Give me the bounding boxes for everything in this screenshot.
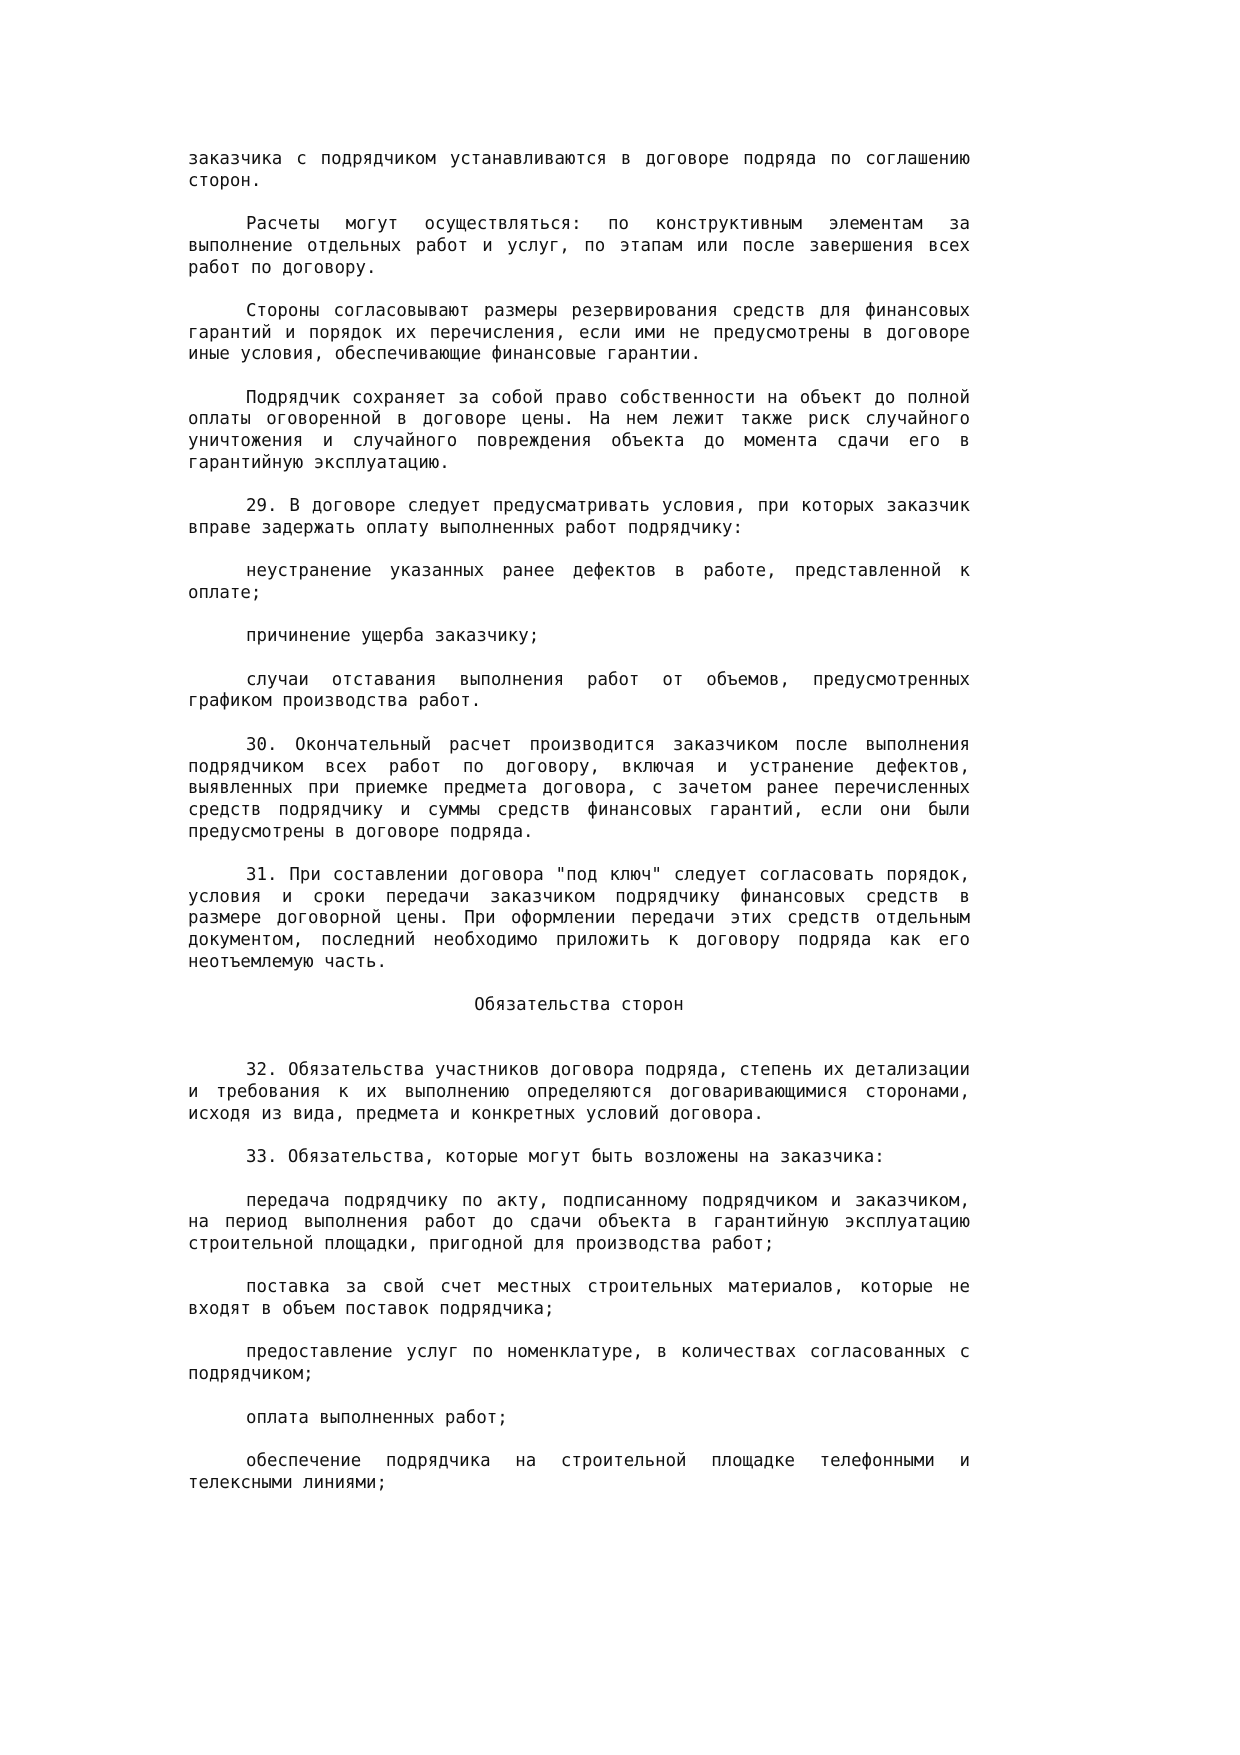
- paragraph-services: предоставление услуг по номенклатуре, в количествах согласованных с подрядчиком;: [188, 1342, 970, 1385]
- paragraph-32: 32. Обязательства участников договора подряда, степень их детализации и требования к их выполнению определяются договаривающимися сторонами, исходя из вида, предмета и конкретных условий договора.: [188, 1060, 970, 1124]
- paragraph-30: 30. Окончательный расчет производится заказчиком после выполнения подрядчиком всех работ по договору, включая и устранение дефектов, выявленных при приемке предмета договора, с зачетом ранее перечисленных средств подрядчику и суммы средств финансовых гарантий, если они были предусмотрены в договоре подряда.: [188, 734, 970, 842]
- paragraph-29: 29. В договоре следует предусматривать условия, при которых заказчик вправе задержать оплату выполненных работ подрядчику:: [188, 496, 970, 538]
- paragraph-delays: случаи отставания выполнения работ от объемов, предусмотренных графиком производства работ.: [188, 669, 970, 712]
- paragraph-guarantees: Стороны согласовывают размеры резервирования средств для финансовых гарантий и порядок их перечисления, если ими не предусмотрены в договоре иные условия, обеспечивающие финансовые гарантии.: [188, 300, 970, 365]
- paragraph-payment: оплата выполненных работ;: [246, 1407, 508, 1428]
- paragraph-materials: поставка за свой счет местных строительных материалов, которые не входят в объем поставок подрядчика;: [188, 1277, 970, 1320]
- paragraph-telephone: обеспечение подрядчика на строительной площадке телефонными и телексными линиями;: [188, 1450, 970, 1493]
- paragraph-damage: причинение ущерба заказчику;: [246, 626, 540, 647]
- paragraph-site-transfer: передача подрядчику по акту, подписанному подрядчиком и заказчиком, на период выполнения работ до сдачи объекта в гарантийную эксплуатацию строительной площадки, пригодной для производства работ;: [188, 1190, 970, 1254]
- paragraph-continuation: заказчика с подрядчиком устанавливаются в договоре подряда по соглашению сторон.: [188, 149, 970, 191]
- paragraph-ownership: Подрядчик сохраняет за собой право собственности на объект до полной оплаты оговоренной в договоре цены. На нем лежит также риск случайного уничтожения и случайного повреждения объекта до момента сдачи его в гарантийную эксплуатацию.: [188, 387, 970, 473]
- paragraph-33: 33. Обязательства, которые могут быть возложены на заказчика:: [246, 1147, 885, 1168]
- section-heading: Обязательства сторон: [474, 995, 684, 1016]
- paragraph-defects: неустранение указанных ранее дефектов в работе, представленной к оплате;: [188, 561, 970, 603]
- paragraph-payments: Расчеты могут осуществляться: по конструктивным элементам за выполнение отдельных работ и услуг, по этапам или после завершения всех работ по договору.: [188, 214, 970, 278]
- paragraph-31: 31. При составлении договора "под ключ" следует согласовать порядок, условия и сроки передачи заказчиком подрядчику финансовых средств в размере договорной цены. При оформлении передачи этих средств отдельным документом, последний необходимо приложить к договору подряда как его неотъемлемую часть.: [188, 865, 970, 972]
- document-body: [188, 149, 970, 1516]
